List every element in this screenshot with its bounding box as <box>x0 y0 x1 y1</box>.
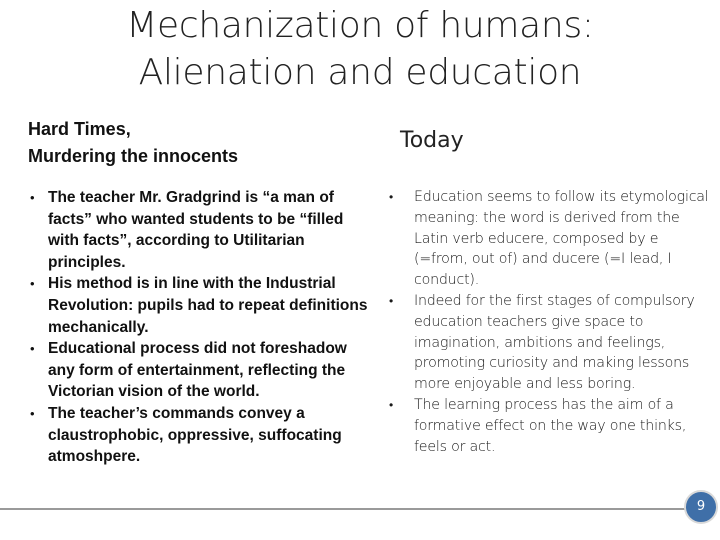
left-heading-line-2: Murdering the innocents <box>28 146 239 166</box>
left-bullet-item: • His method is in line with the Industrial Revolution: pupils had to repeat definitions mechanically. <box>48 273 370 338</box>
right-bullet-list <box>414 187 714 457</box>
left-bullet-item: • The teacher Mr. Gradgrind is “a man of facts” who wanted students to be “filled with facts”, according to Utilitarian principles. <box>48 187 370 273</box>
right-column-heading: Today <box>400 128 464 153</box>
slide-title <box>60 2 660 96</box>
right-bullet-item: • Education seems to follow its etymological meaning: the word is derived from the Latin verb educere, composed by e (=from, out of) and ducere (=I lead, I conduct). <box>414 187 714 291</box>
left-column-heading <box>28 116 238 170</box>
left-heading-line-1: Hard Times, <box>28 119 131 139</box>
right-bullet-item: • Indeed for the first stages of compulsory education teachers give space to imagination, ambitions and feelings, promoting curiosity and making lessons more enjoyable and less boring. <box>414 291 714 395</box>
left-bullet-list <box>48 187 370 468</box>
slide-title-line-1: Mechanization of humans: <box>126 5 594 46</box>
footer-divider <box>0 508 690 510</box>
left-bullet-item: • Educational process did not foreshadow any form of entertainment, reflecting the Victorian vision of the world. <box>48 338 370 403</box>
page-number-badge: 9 <box>684 490 718 524</box>
slide-title-line-2: Alienation and education <box>138 52 582 93</box>
left-bullet-item: • The teacher’s commands convey a claustrophobic, oppressive, suffocating atmoshpere. <box>48 403 370 468</box>
right-bullet-item: • The learning process has the aim of a formative effect on the way one thinks, feels or act. <box>414 395 714 457</box>
